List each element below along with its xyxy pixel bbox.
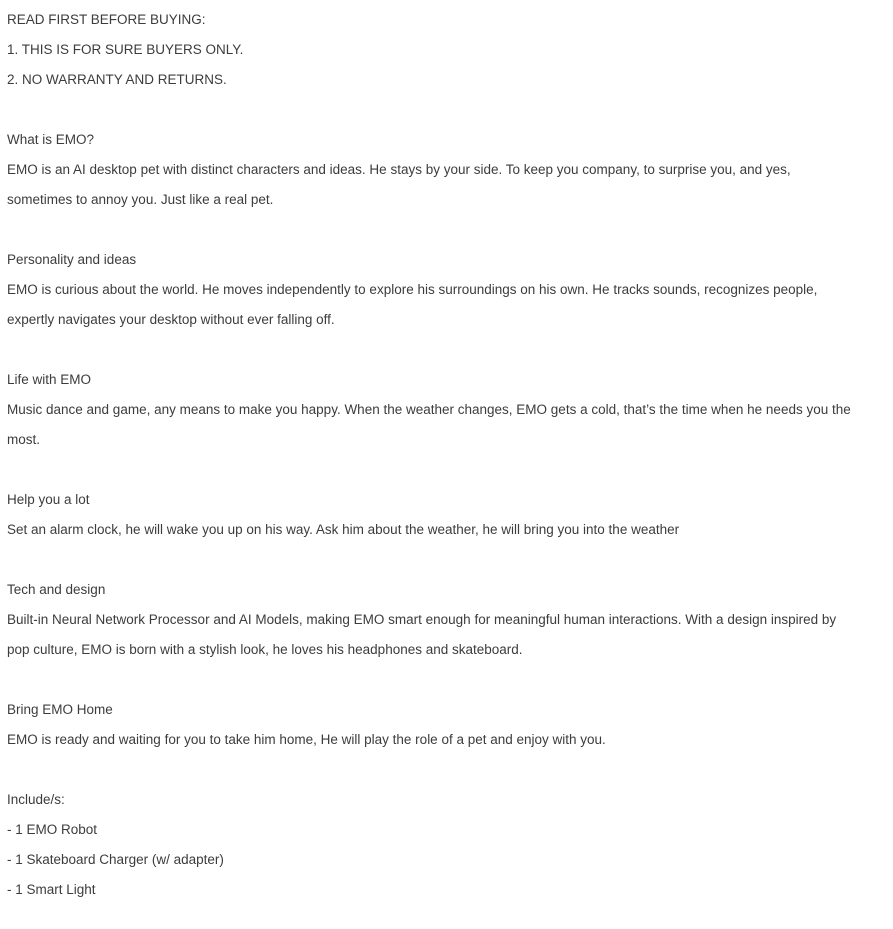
- section-text: EMO is ready and waiting for you to take him home, He will play the role of a pet and enjoy with you.: [7, 732, 606, 747]
- section-bring-home: [7, 695, 887, 755]
- notice-title: READ FIRST BEFORE BUYING:: [7, 12, 206, 27]
- includes-item: - 1 EMO Robot: [7, 822, 98, 837]
- spacer: [7, 455, 887, 485]
- section-heading: What is EMO?: [7, 132, 95, 147]
- spacer: [7, 755, 887, 785]
- includes-heading: Include/s:: [7, 792, 65, 807]
- notice-item: 1. THIS IS FOR SURE BUYERS ONLY.: [7, 42, 244, 57]
- section-heading: Personality and ideas: [7, 252, 137, 267]
- section-text: Built-in Neural Network Processor and AI Models, making EMO smart enough for meaningful human interactions. With a design inspired by: [7, 612, 837, 627]
- section-text: Music dance and game, any means to make you happy. When the weather changes, EMO gets a cold, that’s the time when he needs you the: [7, 402, 851, 417]
- section-text: pop culture, EMO is born with a stylish look, he loves his headphones and skateboard.: [7, 642, 523, 657]
- section-text: EMO is an AI desktop pet with distinct characters and ideas. He stays by your side. To keep you company, to surprise you, and yes,: [7, 162, 791, 177]
- includes-item: - 1 Skateboard Charger (w/ adapter): [7, 852, 224, 867]
- notice-block: [7, 5, 887, 95]
- product-description: [7, 5, 887, 905]
- spacer: [7, 545, 887, 575]
- section-text: EMO is curious about the world. He moves independently to explore his surroundings on his own. He tracks sounds, recognizes people,: [7, 282, 818, 297]
- section-what-is-emo: [7, 125, 887, 215]
- section-heading: Bring EMO Home: [7, 702, 113, 717]
- section-life-with-emo: [7, 365, 887, 455]
- spacer: [7, 665, 887, 695]
- section-help: [7, 485, 887, 545]
- section-heading: Life with EMO: [7, 372, 92, 387]
- spacer: [7, 215, 887, 245]
- notice-item: 2. NO WARRANTY AND RETURNS.: [7, 72, 227, 87]
- section-text: expertly navigates your desktop without ever falling off.: [7, 312, 335, 327]
- spacer: [7, 95, 887, 125]
- section-personality: [7, 245, 887, 335]
- section-text: Set an alarm clock, he will wake you up on his way. Ask him about the weather, he will bring you into the weather: [7, 522, 680, 537]
- spacer: [7, 335, 887, 365]
- section-text: most.: [7, 432, 41, 447]
- section-heading: Tech and design: [7, 582, 106, 597]
- section-heading: Help you a lot: [7, 492, 90, 507]
- includes-item: - 1 Smart Light: [7, 882, 96, 897]
- includes-block: [7, 785, 887, 905]
- section-text: sometimes to annoy you. Just like a real pet.: [7, 192, 274, 207]
- section-tech-design: [7, 575, 887, 665]
